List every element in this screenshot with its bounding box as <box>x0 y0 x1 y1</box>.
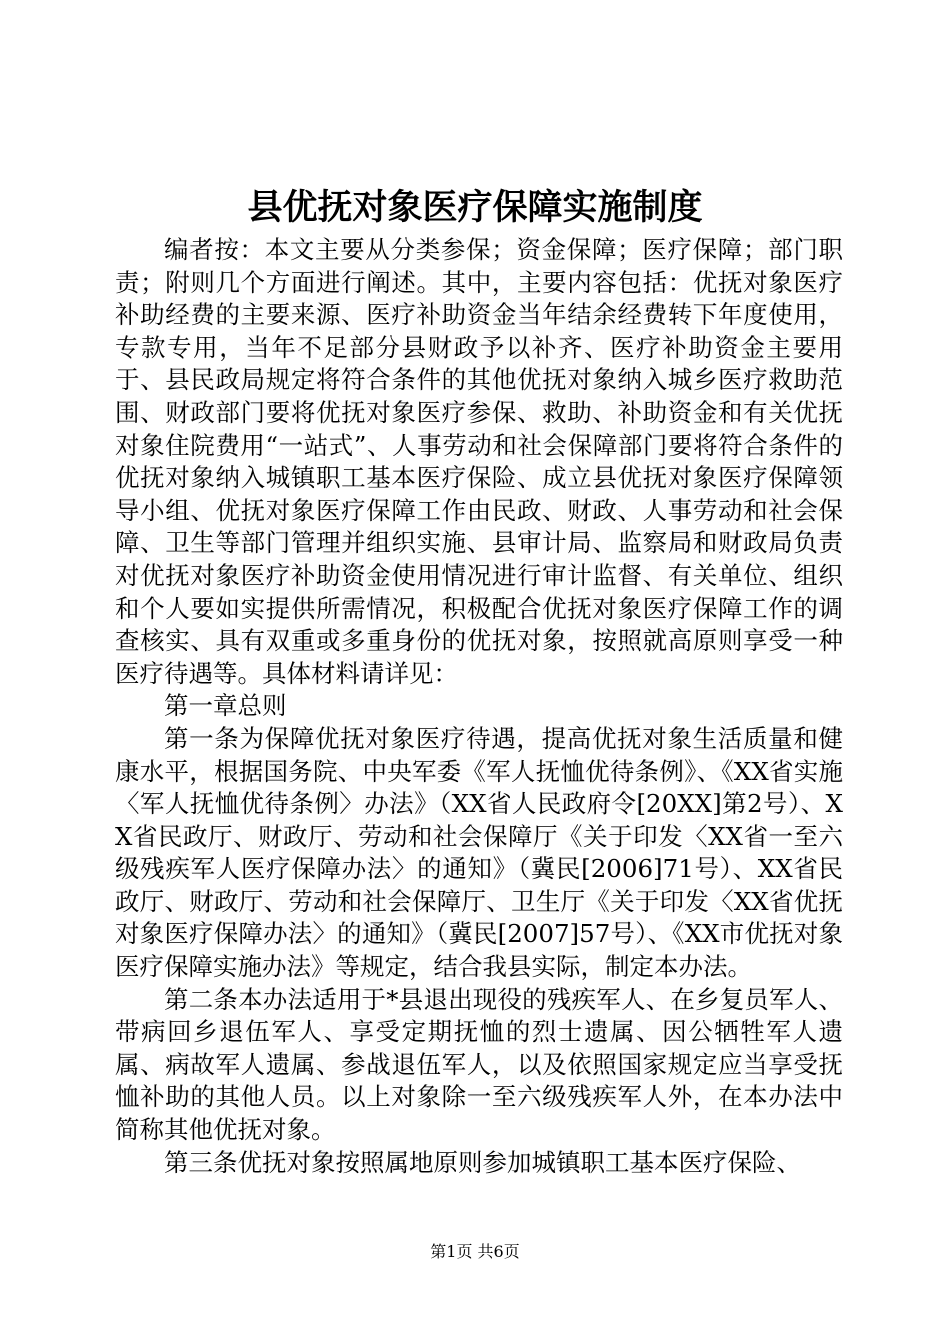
paragraph-article-3: 第三条优抚对象按照属地原则参加城镇职工基本医疗保险、 <box>164 1147 801 1177</box>
paragraph-article-2: 第二条本办法适用于*县退出现役的残疾军人、在乡复员军人、带病回乡退伍军人、享受定期抚恤的烈士遗属、因公牺牲军人遗属、病故军人遗属、参战退伍军人，以及依照国家规定应当享受抚恤补助的其他人员。以上对象除一至六级残疾军人外，在本办法中简称其他优抚对象。 <box>115 984 843 1145</box>
document-body <box>115 234 843 1179</box>
page-footer: 第1页 共6页 <box>430 1242 520 1261</box>
paragraph-chapter-heading: 第一章总则 <box>164 691 287 721</box>
paragraph-editor-note: 编者按：本文主要从分类参保；资金保障；医疗保障；部门职责；附则几个方面进行阐述。其中，主要内容包括：优抚对象医疗补助经费的主要来源、医疗补助资金当年结余经费转下年度使用，专款专用，当年不足部分县财政予以补齐、医疗补助资金主要用于、县民政局规定将符合条件的其他优抚对象纳入城乡医疗救助范围、财政部门要将优抚对象医疗参保、救助、补助资金和有关优抚对象住院费用“一站式”、人事劳动和社会保障部门要将符合条件的优抚对象纳入城镇职工基本医疗保险、成立县优抚对象医疗保障领导小组、优抚对象医疗保障工作由民政、财政、人事劳动和社会保障、卫生等部门管理并组织实施、县审计局、监察局和财政局负责对优抚对象医疗补助资金使用情况进行审计监督、有关单位、组织和个人要如实提供所需情况，积极配合优抚对象医疗保障工作的调查核实、具有双重或多重身份的优抚对象，按照就高原则享受一种医疗待遇等。具体材料请详见： <box>115 235 843 688</box>
paragraph-article-1: 第一条为保障优抚对象医疗待遇，提高优抚对象生活质量和健康水平，根据国务院、中央军委《军人抚恤优待条例》、《XX省实施〈军人抚恤优待条例〉办法》（XX省人民政府令[20XX]第2号）、XX省民政厅、财政厅、劳动和社会保障厅《关于印发〈XX省一至六级残疾军人医疗保障办法〉的通知》（冀民[2006]71号）、XX省民政厅、财政厅、劳动和社会保障厅、卫生厅《关于印发〈XX省优抚对象医疗保障办法〉的通知》（冀民[2007]57号）、《XX市优抚对象医疗保障实施办法》等规定，结合我县实际，制定本办法。 <box>115 723 843 982</box>
document-title: 县优抚对象医疗保障实施制度 <box>247 187 703 228</box>
